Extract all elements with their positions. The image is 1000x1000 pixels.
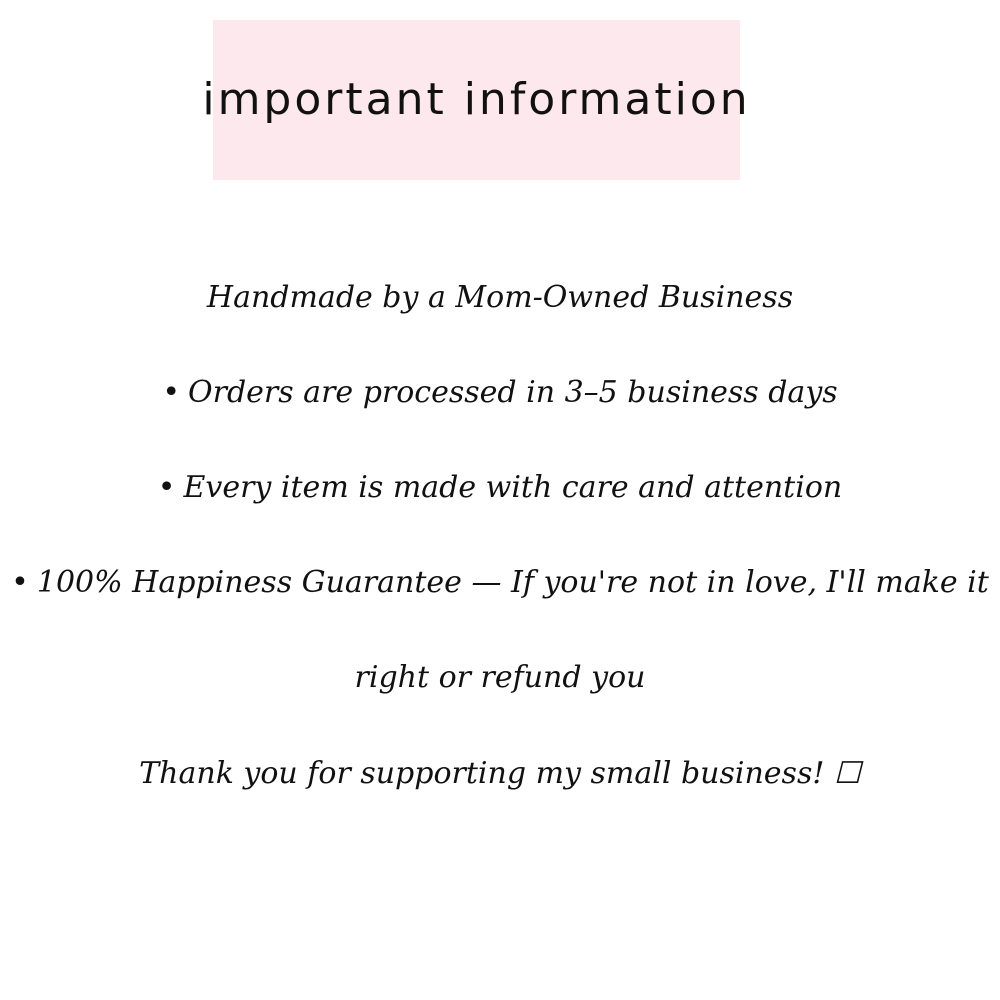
page-title: important information <box>202 74 751 125</box>
bullet-text: 100% Happiness Guarantee — If you're not in love, I'll make it <box>36 565 989 600</box>
bullet-icon: • <box>162 375 181 410</box>
intro-text: Handmade by a Mom-Owned Business <box>206 280 794 315</box>
bullet-item-processing <box>0 373 1000 413</box>
bullet-text: Every item is made with care and attention <box>183 470 843 505</box>
bullet-icon: • <box>11 565 29 600</box>
closing-text: Thank you for supporting my small business! ☐ <box>139 756 861 791</box>
bullet-item-care <box>0 468 1000 508</box>
bullet-item-guarantee <box>0 563 1000 603</box>
bullet-text: Orders are processed in 3–5 business days <box>188 375 838 410</box>
title-banner <box>202 20 751 180</box>
bullet-icon: • <box>157 470 176 505</box>
bullet-item-guarantee-continued: right or refund you <box>354 660 646 695</box>
